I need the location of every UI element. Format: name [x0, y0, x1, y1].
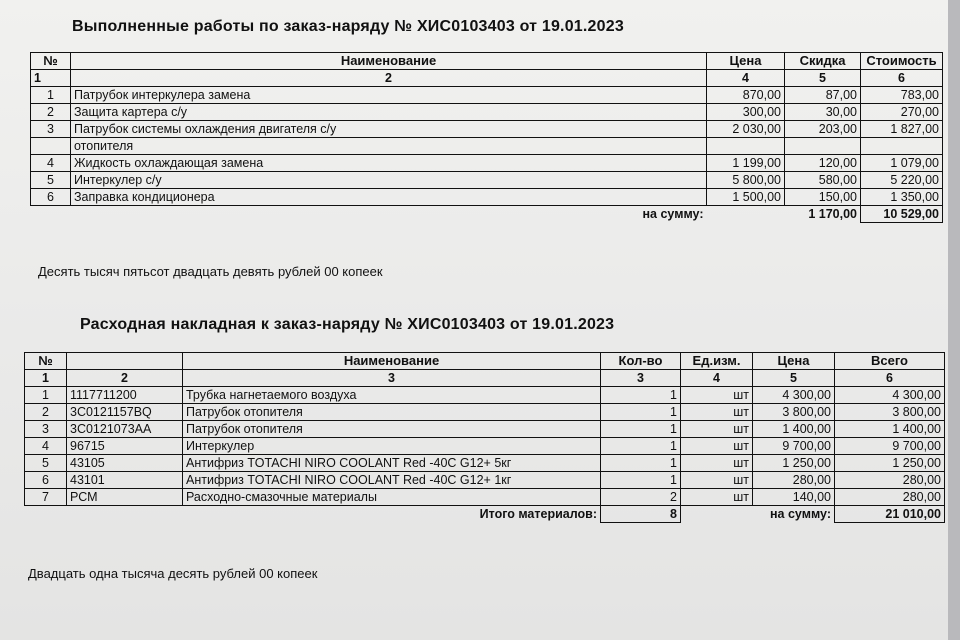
row-name: Интеркулер — [183, 438, 601, 455]
row-price: 1 500,00 — [707, 189, 785, 206]
row-total: 1 400,00 — [835, 421, 945, 438]
row-qty: 1 — [601, 421, 681, 438]
row-number: 7 — [25, 489, 67, 506]
index-cell: 3 — [183, 370, 601, 387]
row-total: 280,00 — [835, 489, 945, 506]
row-price: 140,00 — [753, 489, 835, 506]
index-cell: 1 — [31, 70, 71, 87]
row-unit: шт — [681, 438, 753, 455]
row-price — [707, 138, 785, 155]
row-price: 9 700,00 — [753, 438, 835, 455]
invoice-row — [25, 404, 945, 421]
invoice-total: 21 010,00 — [835, 506, 945, 523]
row-name: Жидкость охлаждающая замена — [71, 155, 707, 172]
row-name: Антифриз TOTACHI NIRO COOLANT Red -40C G12+ 5кг — [183, 455, 601, 472]
row-number: 5 — [25, 455, 67, 472]
row-number: 4 — [25, 438, 67, 455]
row-code: 43105 — [67, 455, 183, 472]
col-name-header: Наименование — [183, 353, 601, 370]
row-name: Трубка нагнетаемого воздуха — [183, 387, 601, 404]
works-header-row — [31, 53, 943, 70]
row-qty: 1 — [601, 438, 681, 455]
row-qty: 1 — [601, 472, 681, 489]
row-price: 5 800,00 — [707, 172, 785, 189]
works-total-discount: 1 170,00 — [808, 207, 857, 222]
row-name: Патрубок отопителя — [183, 404, 601, 421]
row-qty: 1 — [601, 455, 681, 472]
row-number: 1 — [25, 387, 67, 404]
index-cell: 1 — [25, 370, 67, 387]
row-name: отопителя — [71, 138, 707, 155]
col-name-header: Наименование — [71, 53, 707, 70]
col-code-header — [67, 353, 183, 370]
row-price: 4 300,00 — [753, 387, 835, 404]
works-total-cost: 10 529,00 — [861, 206, 943, 223]
index-cell: 4 — [681, 370, 753, 387]
invoice-index-row — [25, 370, 945, 387]
row-unit: шт — [681, 421, 753, 438]
row-unit: шт — [681, 472, 753, 489]
col-cost-header: Стоимость — [861, 53, 943, 70]
row-number: 4 — [31, 155, 71, 172]
row-discount: 120,00 — [785, 155, 861, 172]
works-row — [31, 138, 943, 155]
invoice-total-row — [25, 506, 945, 523]
row-price: 1 250,00 — [753, 455, 835, 472]
invoice-header-row — [25, 353, 945, 370]
works-row — [31, 172, 943, 189]
row-cost: 5 220,00 — [861, 172, 943, 189]
row-unit: шт — [681, 489, 753, 506]
works-amount-words: Десять тысяч пятьсот двадцать девять рублей 00 копеек — [38, 264, 383, 279]
index-cell: 4 — [707, 70, 785, 87]
index-cell: 6 — [861, 70, 943, 87]
row-number: 3 — [31, 121, 71, 138]
row-discount: 150,00 — [785, 189, 861, 206]
works-table — [30, 52, 943, 223]
row-number: 6 — [25, 472, 67, 489]
invoice-row — [25, 472, 945, 489]
row-unit: шт — [681, 404, 753, 421]
row-number: 5 — [31, 172, 71, 189]
row-total: 280,00 — [835, 472, 945, 489]
row-number: 6 — [31, 189, 71, 206]
row-number: 3 — [25, 421, 67, 438]
row-code: 43101 — [67, 472, 183, 489]
row-qty: 2 — [601, 489, 681, 506]
row-number: 2 — [25, 404, 67, 421]
works-total-row — [31, 206, 943, 223]
row-qty: 1 — [601, 387, 681, 404]
row-price: 300,00 — [707, 104, 785, 121]
row-discount — [785, 138, 861, 155]
invoice-row — [25, 489, 945, 506]
row-price: 3 800,00 — [753, 404, 835, 421]
col-price-header: Цена — [707, 53, 785, 70]
row-price: 1 199,00 — [707, 155, 785, 172]
row-unit: шт — [681, 387, 753, 404]
works-row — [31, 155, 943, 172]
row-cost: 783,00 — [861, 87, 943, 104]
col-unit-header: Ед.изм. — [681, 353, 753, 370]
index-cell: 5 — [753, 370, 835, 387]
row-cost: 1 827,00 — [861, 121, 943, 138]
col-number-header: № — [25, 353, 67, 370]
col-price-header: Цена — [753, 353, 835, 370]
col-number-header: № — [31, 53, 71, 70]
row-total: 3 800,00 — [835, 404, 945, 421]
row-number — [31, 138, 71, 155]
row-name: Антифриз TOTACHI NIRO COOLANT Red -40C G12+ 1кг — [183, 472, 601, 489]
row-name: Заправка кондиционера — [71, 189, 707, 206]
materials-total-label: Итого материалов: — [479, 507, 597, 522]
row-total: 4 300,00 — [835, 387, 945, 404]
materials-total-qty: 8 — [601, 506, 681, 523]
row-qty: 1 — [601, 404, 681, 421]
works-total-label: на сумму: — [642, 207, 704, 222]
row-number: 1 — [31, 87, 71, 104]
works-row — [31, 189, 943, 206]
index-cell: 3 — [601, 370, 681, 387]
col-discount-header: Скидка — [785, 53, 861, 70]
row-discount: 580,00 — [785, 172, 861, 189]
row-discount: 30,00 — [785, 104, 861, 121]
works-row — [31, 104, 943, 121]
index-cell: 5 — [785, 70, 861, 87]
row-name: Расходно-смазочные материалы — [183, 489, 601, 506]
row-name: Интеркулер с/у — [71, 172, 707, 189]
index-cell: 2 — [71, 70, 707, 87]
row-unit: шт — [681, 455, 753, 472]
works-row — [31, 121, 943, 138]
row-name: Патрубок системы охлаждения двигателя с/у — [71, 121, 707, 138]
invoice-title: Расходная накладная к заказ-наряду № ХИС0103403 от 19.01.2023 — [80, 316, 615, 333]
invoice-amount-words: Двадцать одна тысяча десять рублей 00 копеек — [28, 566, 318, 581]
col-qty-header: Кол-во — [601, 353, 681, 370]
invoice-row — [25, 421, 945, 438]
row-name: Патрубок интеркулера замена — [71, 87, 707, 104]
row-price: 280,00 — [753, 472, 835, 489]
index-cell: 6 — [835, 370, 945, 387]
row-price: 1 400,00 — [753, 421, 835, 438]
works-index-row — [31, 70, 943, 87]
row-price: 870,00 — [707, 87, 785, 104]
row-code: 3C0121073AA — [67, 421, 183, 438]
index-cell: 2 — [67, 370, 183, 387]
col-total-header: Всего — [835, 353, 945, 370]
row-cost: 1 079,00 — [861, 155, 943, 172]
row-cost: 1 350,00 — [861, 189, 943, 206]
row-code: РСМ — [67, 489, 183, 506]
row-cost: 270,00 — [861, 104, 943, 121]
row-price: 2 030,00 — [707, 121, 785, 138]
row-code: 3C0121157BQ — [67, 404, 183, 421]
row-name: Патрубок отопителя — [183, 421, 601, 438]
invoice-row — [25, 387, 945, 404]
row-code: 96715 — [67, 438, 183, 455]
row-total: 9 700,00 — [835, 438, 945, 455]
row-name: Защита картера с/у — [71, 104, 707, 121]
row-discount: 203,00 — [785, 121, 861, 138]
works-title: Выполненные работы по заказ-наряду № ХИС0103403 от 19.01.2023 — [72, 18, 624, 35]
row-code: 1117711200 — [67, 387, 183, 404]
works-row — [31, 87, 943, 104]
row-discount: 87,00 — [785, 87, 861, 104]
row-cost — [861, 138, 943, 155]
invoice-total-label: на сумму: — [770, 507, 831, 522]
invoice-row — [25, 455, 945, 472]
invoice-table — [24, 352, 945, 523]
row-number: 2 — [31, 104, 71, 121]
invoice-row — [25, 438, 945, 455]
row-total: 1 250,00 — [835, 455, 945, 472]
